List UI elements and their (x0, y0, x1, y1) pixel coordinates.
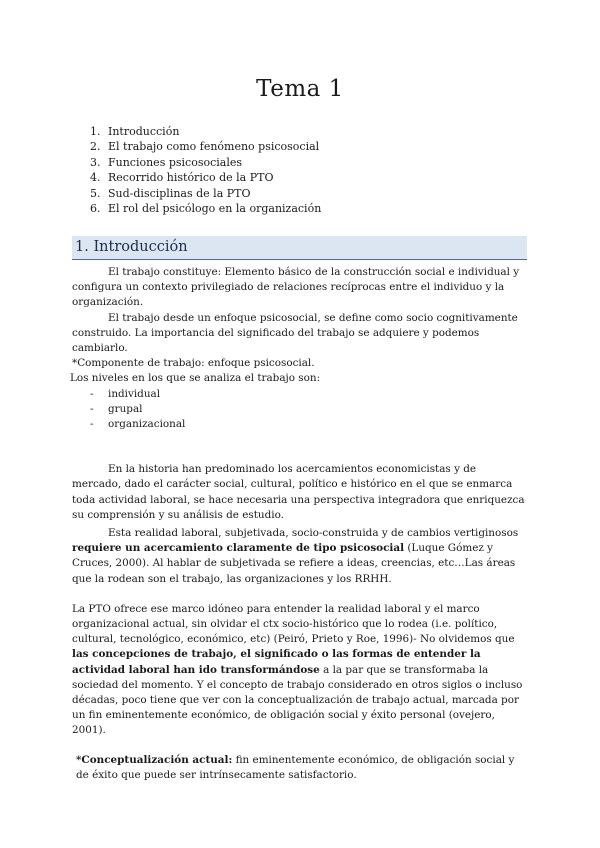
toc-label: Funciones psicosociales (108, 155, 243, 169)
toc-label: El rol del psicólogo en la organización (108, 202, 322, 216)
paragraph: *Componente de trabajo: enfoque psicosocial. (72, 357, 315, 370)
paragraph: Los niveles en los que se analiza el trabajo son: (70, 372, 321, 385)
paragraph: El trabajo desde un enfoque psicosocial, se define como socio cognitivamente construido. La importancia del significado del trabajo se adquiere y podemos cambiarlo. (72, 311, 518, 355)
paragraph: En la historia han predominado los acercamientos economicistas y de mercado, dado el carácter social, cultural, político e histórico en el que se enmarca toda actividad laboral, se hace necesaria una perspectiva integradora que enriquezca su comprensión y su análisis de estudio. (72, 463, 525, 521)
toc-number: 4. (90, 171, 101, 185)
section-heading: 1. Introducción (75, 239, 188, 255)
dash-bullet: - (90, 418, 94, 431)
paragraph (72, 753, 527, 783)
toc-item (90, 186, 321, 201)
toc-item (90, 170, 321, 185)
toc-number: 6. (90, 202, 101, 216)
section-body (72, 265, 527, 783)
levels-list (72, 387, 527, 433)
text-run: Esta realidad laboral, subjetivada, socio-construida y de cambios vertiginosos (108, 527, 519, 540)
toc-item (90, 124, 321, 139)
bold-text: *Conceptualización actual: (76, 753, 233, 766)
text-run: a la par que se transformaba la sociedad del momento. Y el concepto de trabajo considerado en otros siglos o incluso décadas, poco tiene que ver con la conceptualización de trabajo actual, marcada por un fin eminentemente económico, de obligación social y éxito personal (ovejero, 2001). (72, 663, 523, 737)
toc-label: El trabajo como fenómeno psicosocial (108, 140, 320, 154)
list-item (72, 417, 527, 432)
toc-label: Sud-disciplinas de la PTO (108, 186, 251, 200)
text-run: (Luque Gómez y Cruces, 2000). Al hablar de subjetivada se refiere a ideas, creencias, etc…Las áreas que la rodean son el trabajo, las organizaciones y los RRHH. (72, 542, 516, 585)
list-item-label: organizacional (108, 418, 186, 431)
table-of-contents (90, 124, 321, 216)
list-item-label: individual (108, 387, 161, 400)
toc-label: Recorrido histórico de la PTO (108, 171, 274, 185)
toc-item (90, 201, 321, 216)
bold-text: requiere un acercamiento claramente de tipo psicosocial (72, 542, 405, 555)
section-heading-bar (72, 236, 527, 260)
dash-bullet: - (90, 402, 94, 415)
paragraph (72, 602, 527, 739)
text-run: fin eminentemente económico, de obligación social y de éxito que puede ser intrínsecamente satisfactorio. (76, 753, 515, 781)
toc-item (90, 139, 321, 154)
toc-item (90, 155, 321, 170)
page-title: Tema 1 (256, 76, 344, 102)
bold-text: las concepciones de trabajo, el significado o las formas de entender la actividad laboral han ido transformándose (72, 648, 481, 676)
paragraph (72, 526, 527, 587)
list-item (72, 387, 527, 402)
toc-number: 3. (90, 155, 101, 169)
list-item (72, 402, 527, 417)
toc-label: Introducción (108, 125, 180, 138)
text-run: La PTO ofrece ese marco idóneo para entender la realidad laboral y el marco organizacional actual, sin olvidar el ctx socio-histórico que lo rodea (i.e. político, cultural, tecnológico, económico, etc) (Peiró, Prieto y Roe, 1996)- No olvidemos que (72, 602, 515, 646)
toc-number: 5. (90, 186, 101, 200)
toc-number: 2. (90, 140, 101, 154)
dash-bullet: - (90, 387, 94, 400)
paragraph: El trabajo constituye: Elemento básico de la construcción social e individual y configura un contexto privilegiado de relaciones recíprocas entre el individuo y la organización. (72, 266, 520, 309)
toc-number: 1. (90, 125, 101, 138)
list-item-label: grupal (108, 402, 143, 415)
